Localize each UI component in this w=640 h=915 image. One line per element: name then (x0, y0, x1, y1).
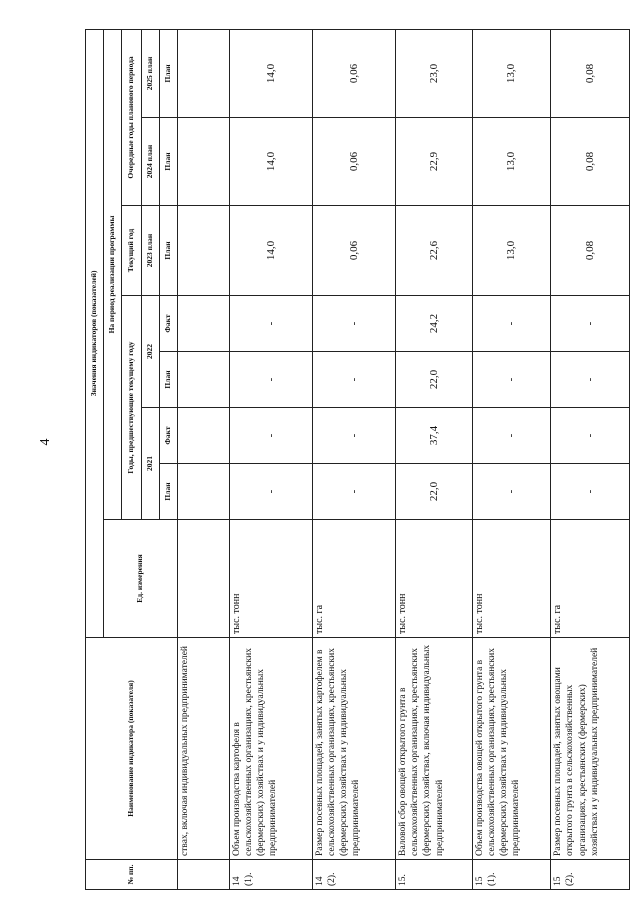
value-cell: 23,0 (396, 29, 472, 117)
value-cell: - (229, 352, 312, 408)
table-row (229, 29, 312, 889)
header-plan: План (160, 352, 178, 408)
unit-cell (178, 520, 230, 638)
value-cell: 0,08 (551, 118, 630, 206)
value-cell: 0,08 (551, 29, 630, 117)
value-cell (178, 29, 230, 117)
value-cell: - (551, 464, 630, 520)
table-row (312, 29, 395, 889)
value-cell: - (229, 464, 312, 520)
value-cell: 37,4 (396, 408, 472, 464)
value-cell: 24,2 (396, 296, 472, 352)
value-cell: - (472, 352, 551, 408)
value-cell: 14,0 (229, 206, 312, 296)
header-2025: 2025 план (142, 29, 160, 117)
unit-cell: тыс. тонн (472, 520, 551, 638)
value-cell (178, 464, 230, 520)
header-current-year: Текущий год (122, 206, 142, 296)
header-plan: План (160, 118, 178, 206)
header-2022: 2022 (142, 296, 160, 408)
page-number: 4 (38, 438, 53, 446)
header-plan: План (160, 29, 178, 117)
row-number: 15. (396, 860, 472, 890)
table-row (472, 29, 551, 889)
value-cell (178, 296, 230, 352)
header-fact: Факт (160, 408, 178, 464)
indicator-name: Объем производства овощей открытого грунта в сельскохозяйственных организациях, крестьянских (фермерских) хозяйствах и у индивидуальных предпринимателей (472, 638, 551, 860)
value-cell: 22,6 (396, 206, 472, 296)
unit-cell: тыс. га (312, 520, 395, 638)
header-program-period: На период реализации программы (104, 29, 122, 519)
value-cell: - (551, 352, 630, 408)
value-cell (178, 408, 230, 464)
value-cell: 13,0 (472, 206, 551, 296)
value-cell: 22,0 (396, 352, 472, 408)
row-number: 14 (2). (312, 860, 395, 890)
header-2024: 2024 план (142, 118, 160, 206)
value-cell: - (472, 296, 551, 352)
indicator-name: ствах, включая индивидуальных предпринимателей (178, 638, 230, 860)
indicator-name: Валовой сбор овощей открытого грунта в сельскохозяйственных организациях, крестьянских (фермерских) хозяйствах, включая индивидуальных предпринимателей (396, 638, 472, 860)
value-cell: - (551, 408, 630, 464)
value-cell: - (312, 296, 395, 352)
value-cell (178, 206, 230, 296)
table-row (396, 29, 472, 889)
value-cell: - (229, 408, 312, 464)
value-cell: 14,0 (229, 29, 312, 117)
header-unit: Ед. измерения (104, 520, 178, 638)
row-number (178, 860, 230, 890)
row-number: 15 (2). (551, 860, 630, 890)
value-cell: 0,06 (312, 118, 395, 206)
header-plan: План (160, 464, 178, 520)
value-cell: - (229, 296, 312, 352)
header-2023: 2023 план (142, 206, 160, 296)
value-cell: 13,0 (472, 118, 551, 206)
value-cell: - (472, 408, 551, 464)
row-number: 14 (1). (229, 860, 312, 890)
indicator-name: Размер посевных площадей, занятых овощами открытого грунта в сельскохозяйственных организациях, крестьянских (фермерских) хозяйствах и у индивидуальных предпринимателей (551, 638, 630, 860)
header-indicator-values: Значения индикаторов (показателей) (86, 29, 104, 637)
indicator-name: Размер посевных площадей, занятых картофелем в сельскохозяйственных организациях, крестьянских (фермерских) хозяйствах и у индивидуальных предпринимателей (312, 638, 395, 860)
value-cell: 22,9 (396, 118, 472, 206)
value-cell: 0,06 (312, 206, 395, 296)
unit-cell: тыс. тонн (396, 520, 472, 638)
indicator-name: Объем производства картофеля в сельскохозяйственных организациях, крестьянских (фермерских) хозяйствах и у индивидуальных предпринимателей (229, 638, 312, 860)
header-2021: 2021 (142, 408, 160, 520)
table-row (178, 29, 230, 889)
header-fact: Факт (160, 296, 178, 352)
value-cell: 0,06 (312, 29, 395, 117)
value-cell: - (312, 408, 395, 464)
value-cell: 22,0 (396, 464, 472, 520)
value-cell (178, 118, 230, 206)
value-cell: 14,0 (229, 118, 312, 206)
value-cell: 0,08 (551, 206, 630, 296)
rotated-page (85, 30, 630, 890)
header-plan: План (160, 206, 178, 296)
header-name: Наименование индикатора (показателя) (86, 638, 178, 860)
indicators-table (85, 29, 630, 890)
value-cell: - (312, 352, 395, 408)
row-number: 15 (1). (472, 860, 551, 890)
unit-cell: тыс. тонн (229, 520, 312, 638)
value-cell: - (472, 464, 551, 520)
value-cell: - (312, 464, 395, 520)
header-prev-years: Годы, предшествующие текущему году (122, 296, 142, 520)
value-cell: 13,0 (472, 29, 551, 117)
header-next-years: Очередные годы планового периода (122, 29, 142, 205)
value-cell: - (551, 296, 630, 352)
unit-cell: тыс. га (551, 520, 630, 638)
value-cell (178, 352, 230, 408)
table-row (551, 29, 630, 889)
header-num: № пп. (86, 860, 178, 890)
